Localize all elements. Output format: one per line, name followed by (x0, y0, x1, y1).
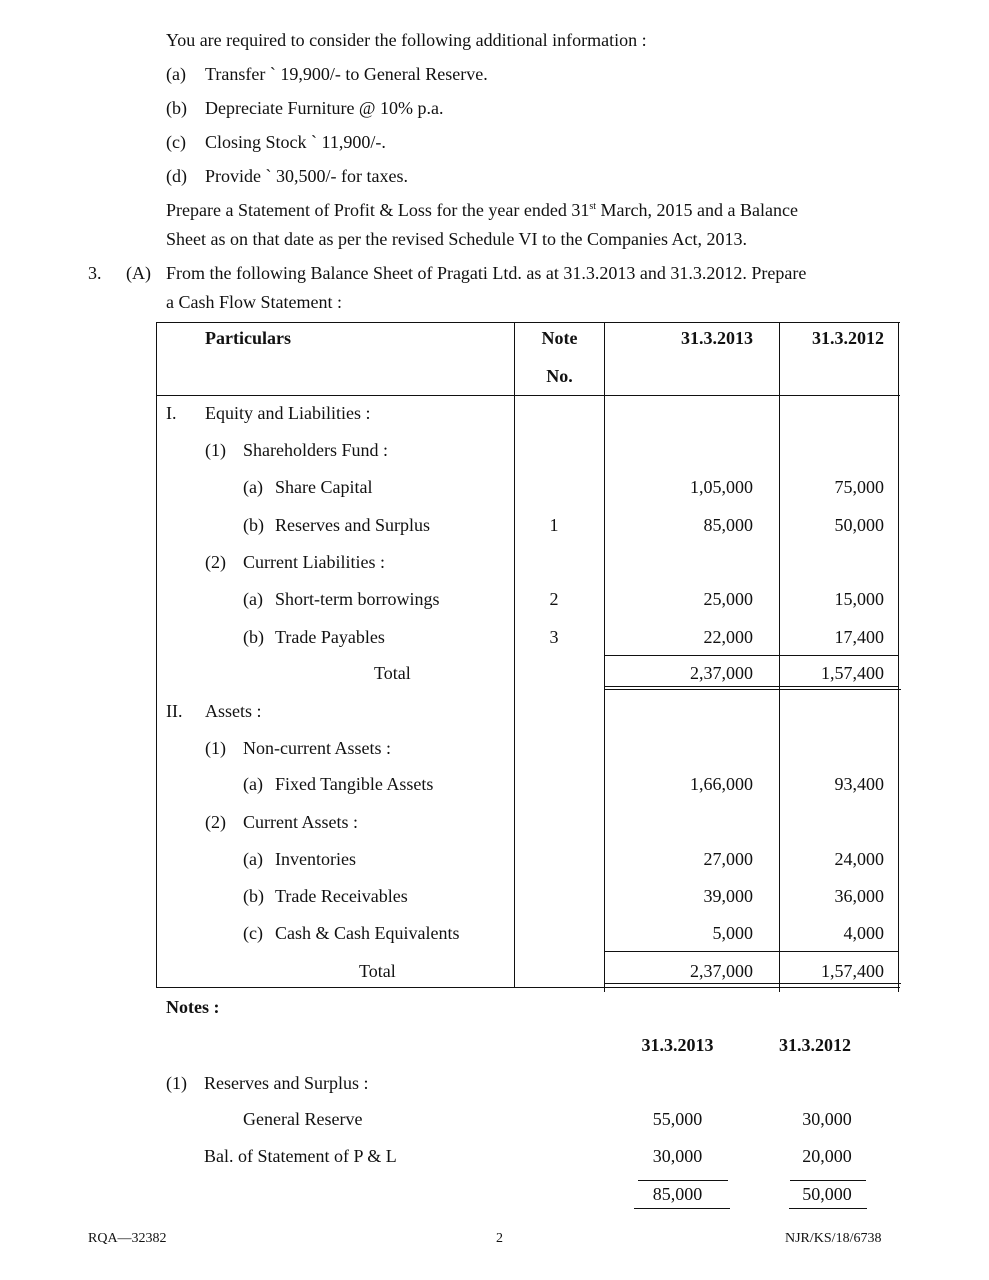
question-part: (A) (126, 263, 151, 283)
row-value-2012: 75,000 (834, 477, 884, 497)
row-note-no: 1 (549, 515, 559, 535)
row-value-2012: 4,000 (843, 923, 884, 943)
total1-top-rule (604, 655, 899, 656)
table-bottom-border (156, 987, 900, 988)
row-note-no: 2 (549, 589, 559, 609)
note1-total-rule-2012 (790, 1180, 866, 1181)
info-item-a-text: Transfer ` 19,900/- to General Reserve. (205, 64, 488, 84)
total1-double-rule-a (604, 686, 899, 687)
notes-header-2013: 31.3.2013 (641, 1035, 714, 1055)
info-item-d-text: Provide ` 30,500/- for taxes. (205, 166, 408, 186)
info-item-c-text: Closing Stock ` 11,900/-. (205, 132, 386, 152)
prepare-instruction-line1 (166, 200, 798, 221)
row-value-2012: 15,000 (834, 589, 884, 609)
prepare-line1-part-b: March, 2015 and a Balance (596, 200, 798, 220)
row-number: (b) (243, 886, 264, 906)
note1-pl-balance-2013: 30,000 (652, 1146, 703, 1166)
table-top-border (156, 322, 900, 323)
row-particulars: Inventories (275, 849, 356, 869)
row-number: (1) (205, 440, 226, 460)
info-item-b-text: Depreciate Furniture @ 10% p.a. (205, 98, 444, 118)
header-2013: 31.3.2013 (681, 328, 753, 348)
row-particulars: Short-term borrowings (275, 589, 440, 609)
row-value-2012: 17,400 (834, 627, 884, 647)
note1-total-rule-2013 (638, 1180, 728, 1181)
total-label: Total (359, 961, 396, 981)
row-value-2013: 22,000 (703, 627, 753, 647)
row-value-2013: 1,66,000 (690, 774, 753, 794)
header-2012: 31.3.2012 (812, 328, 884, 348)
row-particulars: Current Liabilities : (243, 552, 385, 572)
table-right-border (898, 322, 899, 992)
note1-total-underline-2013 (634, 1208, 730, 1209)
note1-general-reserve-2012: 30,000 (802, 1109, 852, 1129)
table-left-border (156, 322, 157, 988)
header-particulars: Particulars (205, 328, 291, 348)
prepare-line1-part-a: Prepare a Statement of Profit & Loss for the year ended 31 (166, 200, 590, 220)
row-particulars: Cash & Cash Equivalents (275, 923, 460, 943)
table-header-border (156, 395, 900, 396)
row-number: I. (166, 403, 177, 423)
note1-number: (1) (166, 1073, 187, 1093)
notes-header-2012: 31.3.2012 (779, 1035, 851, 1055)
note1-title: Reserves and Surplus : (204, 1073, 369, 1093)
info-item-c-label: (c) (166, 132, 186, 152)
note1-total-2013: 85,000 (652, 1184, 703, 1204)
info-item-a-label: (a) (166, 64, 186, 84)
row-value-2013: 2,37,000 (690, 663, 753, 683)
row-value-2013: 1,05,000 (690, 477, 753, 497)
footer-code-right: NJR/KS/18/6738 (785, 1231, 882, 1246)
total-label: Total (374, 663, 411, 683)
row-value-2012: 50,000 (834, 515, 884, 535)
row-number: (c) (243, 923, 263, 943)
col-divider-note (514, 322, 515, 988)
prepare-instruction-line2: Sheet as on that date as per the revised Schedule VI to the Companies Act, 2013. (166, 229, 748, 249)
row-particulars: Non-current Assets : (243, 738, 391, 758)
total2-top-rule (604, 951, 899, 952)
row-particulars: Trade Payables (275, 627, 385, 647)
note1-general-reserve-2013: 55,000 (652, 1109, 703, 1129)
row-particulars: Assets : (205, 701, 262, 721)
header-note: Note (541, 328, 578, 348)
row-number: (2) (205, 812, 226, 832)
row-particulars: Shareholders Fund : (243, 440, 388, 460)
row-value-2012: 93,400 (834, 774, 884, 794)
row-particulars: Equity and Liabilities : (205, 403, 371, 423)
row-value-2012: 1,57,400 (821, 961, 884, 981)
note1-total-underline-2012 (789, 1208, 867, 1209)
row-value-2013: 27,000 (703, 849, 753, 869)
row-value-2013: 2,37,000 (690, 961, 753, 981)
row-value-2013: 5,000 (712, 923, 753, 943)
question-line2: a Cash Flow Statement : (166, 292, 342, 312)
row-number: (a) (243, 477, 263, 497)
row-particulars: Share Capital (275, 477, 373, 497)
info-item-b-label: (b) (166, 98, 187, 118)
row-value-2012: 24,000 (834, 849, 884, 869)
prepare-superscript: st (589, 201, 597, 212)
total2-double-rule (604, 983, 901, 984)
row-number: (2) (205, 552, 226, 572)
note1-pl-balance-2012: 20,000 (802, 1146, 852, 1166)
row-number: (a) (243, 589, 263, 609)
info-item-d-label: (d) (166, 166, 187, 186)
note1-row-general-reserve: General Reserve (243, 1109, 363, 1129)
question-number: 3. (88, 263, 102, 283)
row-number: (b) (243, 627, 264, 647)
row-number: (1) (205, 738, 226, 758)
row-value-2012: 36,000 (834, 886, 884, 906)
total1-double-rule-b (604, 689, 901, 690)
footer-code-left: RQA—32382 (88, 1231, 167, 1246)
note1-total-2012: 50,000 (802, 1184, 852, 1204)
row-value-2013: 39,000 (703, 886, 753, 906)
row-particulars: Current Assets : (243, 812, 358, 832)
notes-title: Notes : (166, 997, 220, 1017)
row-value-2013: 85,000 (703, 515, 753, 535)
row-number: (a) (243, 774, 263, 794)
row-particulars: Reserves and Surplus (275, 515, 430, 535)
footer-page-number: 2 (496, 1231, 503, 1246)
row-value-2012: 1,57,400 (821, 663, 884, 683)
row-note-no: 3 (549, 627, 559, 647)
additional-info-lead: You are required to consider the following additional information : (166, 30, 647, 50)
note1-row-pl-balance: Bal. of Statement of P & L (204, 1146, 397, 1166)
row-number: (a) (243, 849, 263, 869)
row-number: II. (166, 701, 183, 721)
row-particulars: Trade Receivables (275, 886, 408, 906)
row-value-2013: 25,000 (703, 589, 753, 609)
question-line1: From the following Balance Sheet of Pragati Ltd. as at 31.3.2013 and 31.3.2012. Prepare (166, 263, 807, 283)
header-note-no: No. (546, 366, 573, 386)
row-particulars: Fixed Tangible Assets (275, 774, 434, 794)
row-number: (b) (243, 515, 264, 535)
